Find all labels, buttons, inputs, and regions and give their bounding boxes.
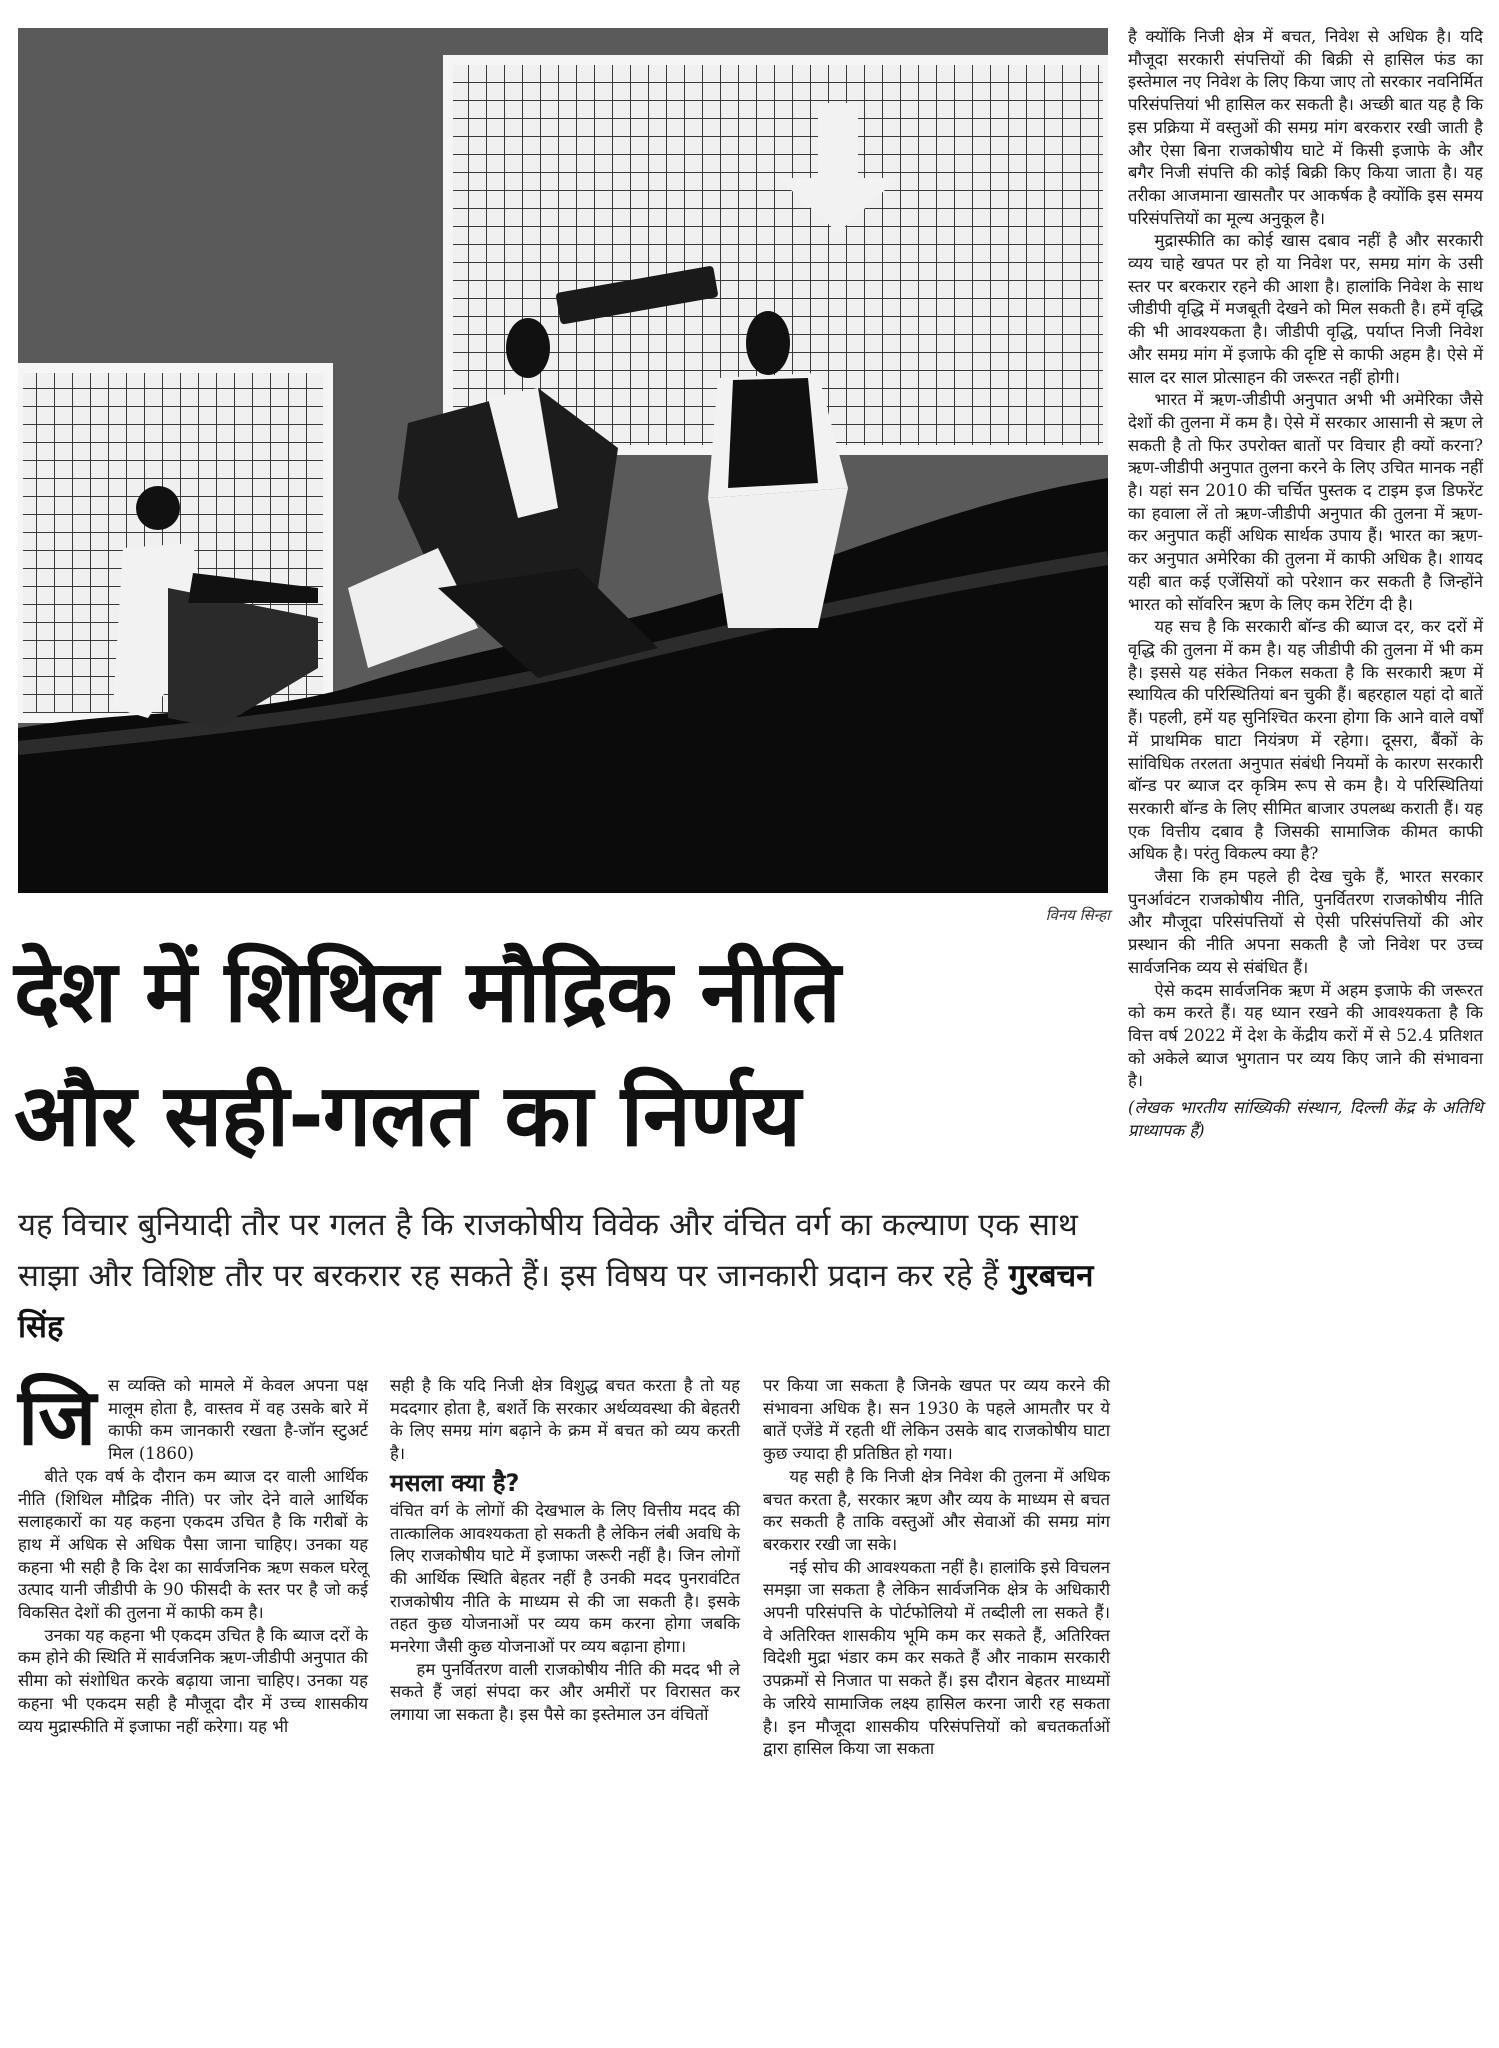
headline-line-2: और सही-गलत का निर्णय — [14, 1066, 800, 1166]
article-column-1 — [18, 1375, 368, 1738]
article-column-4 — [1128, 26, 1483, 1142]
article-column-3 — [763, 1375, 1110, 1761]
illustration-svg — [18, 28, 1108, 893]
paragraph: पर किया जा सकता है जिनके खपत पर व्यय करने की संभावना अधिक है। सन 1930 के पहले आमतौर पर ये बातें एजेंडे में रहती थीं लेकिन उसके बाद राजकोषीय घाटा कुछ ज्यादा ही प्रतिष्ठित हो गया। — [763, 1376, 1110, 1464]
subheading: मसला क्या है? — [390, 1468, 520, 1497]
paragraph: भारत में ऋण-जीडीपी अनुपात अभी भी अमेरिका जैसे देशों की तुलना में कम है। ऐसे में सरकार आसानी से ऋण ले सकती है तो फिर उपरोक्त बातों पर विचार ही क्यों करना? ऋण-जीडीपी अनुपात तुलना करने के लिए उचित मानक नहीं है। यहां सन 2010 की चर्चित पुस्तक द टाइम इज डिफरेंट का हवाला लें तो ऋण-जीडीपी अनुपात की तुलना में ऋण-कर अनुपात कहीं अधिक सार्थक उपाय हैं। भारत का ऋण-कर अनुपात अमेरिका की तुलना में काफी अधिक है। शायद यही बात कई एजेंसियों को परेशान कर सकती है जिन्होंने भारत को सॉवरिन ऋण के लिए कम रेटिंग दी है। — [1128, 390, 1483, 614]
author-name: गुरबचन सिंह — [18, 1258, 1094, 1345]
article-column-2 — [390, 1375, 740, 1727]
dropcap: जि — [18, 1373, 97, 1463]
paragraph: जैसा कि हम पहले ही देख चुके हैं, भारत सरकार पुनर्आवंटन राजकोषीय नीति, पुनर्वितरण राजकोषीय नीति और मौजूदा परिसंपत्तियों से ऐसी परिसंपत्तियों की ओर प्रस्थान की नीति अपना सकती है जो निवेश पर उच्च सार्वजनिक व्यय से संबंधित हैं। — [1128, 867, 1483, 977]
paragraph: ऐसे कदम सार्वजनिक ऋण में अहम इजाफे की जरूरत को कम करते हैं। यह ध्यान रखने की आवश्यकता है कि वित्त वर्ष 2022 में देश के केंद्रीय करों में से 52.4 प्रतिशत को अकेले ब्याज भुगतान पर व्यय किए जाने की संभावना है। — [1128, 980, 1483, 1091]
paragraph: यह सच है कि सरकारी बॉन्ड की ब्याज दर, कर दरों में वृद्धि की तुलना में कम है। यह जीडीपी की तुलना में भी कम है। इससे यह संकेत निकल सकता है कि सरकारी ऋण में स्थायित्व की परिस्थितियां बन चुकी हैं। बहरहाल यहां दो बातें हैं। पहली, हमें यह सुनिश्चित करना होगा कि आने वाले वर्षों में प्राथमिक घाटा नियंत्रण में रहेगा। दूसरा, बैंकों के सांविधिक तरलता अनुपात संबंधी नियमों के कारण सरकारी बॉन्ड पर ब्याज दर कृत्रिम रूप से कम है। ये परिस्थितियां सरकारी बॉन्ड के लिए सीमित बाजार उपलब्ध कराती हैं। यह एक वित्तीय दबाव है जिसकी सामाजिक कीमत काफी अधिक है। परंतु विकल्प क्या है? — [1128, 617, 1483, 864]
deck-intro — [18, 1200, 1108, 1353]
author-signoff: (लेखक भारतीय सांख्यिकी संस्थान, दिल्ली केंद्र के अतिथि प्राध्यापक हैं) — [1128, 1098, 1483, 1140]
illustration-credit: विनय सिन्हा — [1045, 906, 1110, 924]
headline-line-1: देश में शिथिल मौद्रिक नीति — [14, 942, 840, 1042]
deck-text: यह विचार बुनियादी तौर पर गलत है कि राजकोषीय विवेक और वंचित वर्ग का कल्याण एक साथ साझा और विशिष्ट तौर पर बरकरार रह सकते हैं। इस विषय पर जानकारी प्रदान कर रहे हैं — [18, 1207, 1078, 1294]
editorial-illustration — [18, 28, 1108, 893]
paragraph: बीते एक वर्ष के दौरान कम ब्याज दर वाली आर्थिक नीति (शिथिल मौद्रिक नीति) पर जोर देने वाले आर्थिक सलाहकारों का यह कहना एकदम उचित है कि गरीबों के हाथ में अधिक से अधिक पैसा जाना चाहिए। उनका यह कहना भी सही है कि देश का सार्वजनिक ऋण सकल घरेलू उत्पाद यानी जीडीपी के 90 फीसदी के स्तर पर है जो कई विकसित देशों की तुलना में काफी कम है। — [18, 1466, 368, 1623]
paragraph: उनका यह कहना भी एकदम उचित है कि ब्याज दरों के कम होने की स्थिति में सार्वजनिक ऋण-जीडीपी अनुपात की सीमा को संशोधित करके बढ़ाया जाना चाहिए। उनका यह कहना भी एकदम सही है मौजूदा दौर में उच्च शासकीय व्यय मुद्रास्फीति में इजाफा नहीं करेगा। यह भी — [18, 1625, 368, 1736]
paragraph: वंचित वर्ग के लोगों की देखभाल के लिए वित्तीय मदद की तात्कालिक आवश्यकता हो सकती है लेकिन लंबी अवधि के लिए राजकोषीय घाटे में इजाफा जरूरी नहीं है। जिन लोगों की आर्थिक स्थिति बेहतर नहीं है उनकी मदद पुनरावंटित राजकोषीय नीति के माध्यम से की जा सकती है। इसके तहत कुछ योजनाओं पर व्यय कम करना होगा जबकि मनरेगा जैसी कुछ योजनाओं पर व्यय बढ़ाना होगा। — [390, 1500, 740, 1657]
headline — [14, 930, 1110, 1178]
paragraph: स व्यक्ति को मामले में केवल अपना पक्ष मालूम होता है, वास्तव में वह उसके बारे में काफी कम जानकारी रखता है-जॉन स्टुअर्ट मिल (1860) — [108, 1376, 368, 1464]
paragraph: सही है कि यदि निजी क्षेत्र विशुद्ध बचत करता है तो यह मददगार होता है, बशर्ते कि सरकार अर्थव्यवस्था की बेहतरी के लिए समग्र मांग बढ़ाने के क्रम में बचत को व्यय करती है। — [390, 1376, 740, 1464]
paragraph: यह सही है कि निजी क्षेत्र निवेश की तुलना में अधिक बचत करता है, सरकार ऋण और व्यय के माध्यम से बचत कर सकती है ताकि वस्तुओं और सेवाओं की समग्र मांग बरकरार रखी जा सके। — [763, 1466, 1110, 1554]
paragraph: है क्योंकि निजी क्षेत्र में बचत, निवेश से अधिक है। यदि मौजूदा सरकारी संपत्तियों की बिक्री से हासिल फंड का इस्तेमाल नए निवेश के लिए किया जाए तो सरकार नवनिर्मित परिसंपत्तियां भी हासिल कर सकती है। अच्छी बात यह है कि इस प्रक्रिया में वस्तुओं की समग्र मांग बरकरार रखी जाती है और ऐसा बिना राजकोषीय घाटे में किसी इजाफे के और बगैर निजी संपत्ति की कोई बिक्री किए किया जाता है। यह तरीका आजमाना खासतौर पर आकर्षक है क्योंकि इस समय परिसंपत्तियों का मूल्य अनुकूल है। — [1128, 27, 1483, 228]
paragraph: हम पुनर्वितरण वाली राजकोषीय नीति की मदद भी ले सकते हैं जहां संपदा कर और अमीरों पर विरासत कर लगाया जा सकता है। इस पैसे का इस्तेमाल उन वंचितों — [390, 1659, 740, 1725]
paragraph: नई सोच की आवश्यकता नहीं है। हालांकि इसे विचलन समझा जा सकता है लेकिन सार्वजनिक क्षेत्र के अधिकारी अपनी परिसंपत्ति के पोर्टफोलियो में तब्दीली ला सकते हैं। वे अतिरिक्त शासकीय भूमि कम कर सकते हैं, अतिरिक्त विदेशी मुद्रा भंडार कम कर सकते हैं और नाकाम सरकारी उपक्रमों से निजात पा सकते हैं। इस दौरान बेहतर माध्यमों के जरिये सामाजिक लक्ष्य हासिल करना जारी रह सकता है। इन मौजूदा शासकीय परिसंपत्तियों को बचतकर्ताओं द्वारा हासिल किया जा सकता — [763, 1557, 1110, 1759]
paragraph: मुद्रास्फीति का कोई खास दबाव नहीं है और सरकारी व्यय चाहे खपत पर हो या निवेश पर, समग्र मांग के उसी स्तर पर बरकरार रहने की आशा है। हालांकि निवेश के साथ जीडीपी वृद्धि में मजबूती देखने को मिल सकती है। हमें वृद्धि की भी आवश्यकता है। जीडीपी वृद्धि, पर्याप्त निजी निवेश और समग्र मांग में इजाफे की दृष्टि से काफी अहम है। ऐसे में साल दर साल प्रोत्साहन की जरूरत नहीं होगी। — [1128, 231, 1483, 387]
